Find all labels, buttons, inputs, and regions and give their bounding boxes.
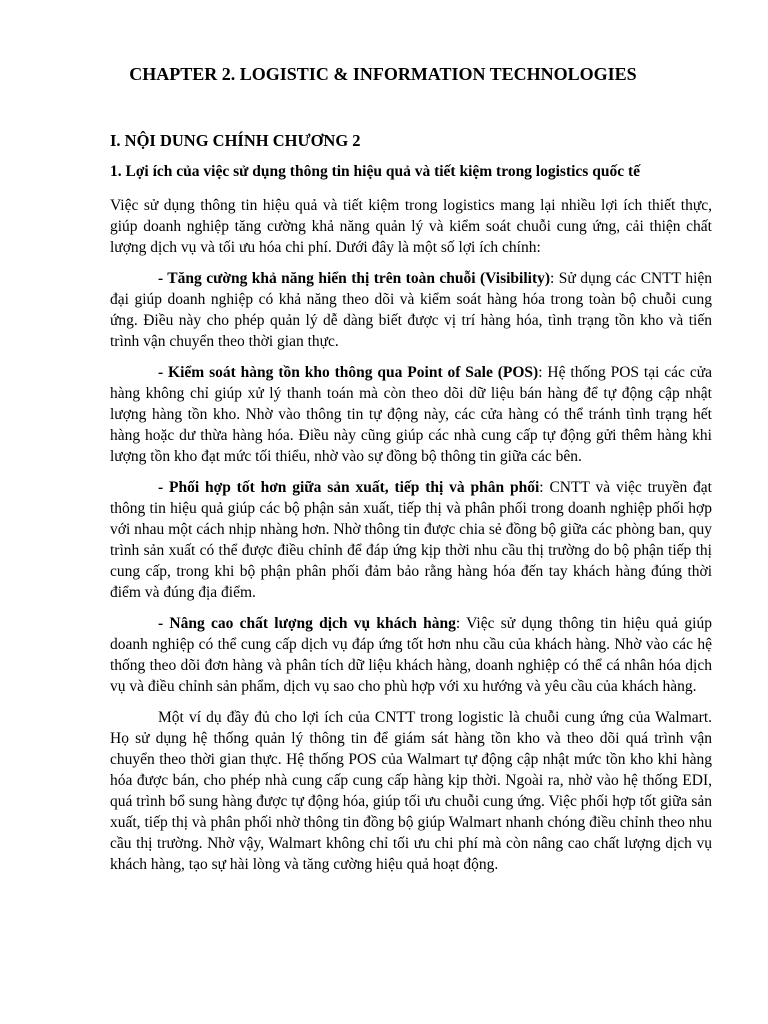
benefit-paragraph-pos	[110, 362, 712, 467]
benefit-lead: - Tăng cường khả năng hiển thị trên toàn chuỗi (Visibility)	[158, 270, 551, 287]
benefit-paragraph-coordination	[110, 477, 712, 603]
benefit-paragraph-service	[110, 613, 712, 697]
benefit-lead: - Nâng cao chất lượng dịch vụ khách hàng	[158, 615, 456, 632]
subsection-heading: 1. Lợi ích của việc sử dụng thông tin hiệu quả và tiết kiệm trong logistics quốc tế	[110, 163, 640, 180]
intro-paragraph: Việc sử dụng thông tin hiệu quả và tiết kiệm trong logistics mang lại nhiều lợi ích thiết thực, giúp doanh nghiệp tăng cường khả năng quản lý và kiểm soát chuỗi cung ứng, cải thiện chất lượng dịch vụ và tối ưu hóa chi phí. Dưới đây là một số lợi ích chính:	[110, 197, 712, 256]
benefit-body: : Việc sử dụng thông tin hiệu quả giúp doanh nghiệp có thể cung cấp dịch vụ đáp ứng tốt hơn nhu cầu của khách hàng. Nhờ vào các hệ thống theo dõi đơn hàng và phân tích dữ liệu khách hàng, doanh nghiệp có thể cá nhân hóa dịch vụ và điều chỉnh sản phẩm, dịch vụ sao cho phù hợp với xu hướng và yêu cầu của khách hàng.	[110, 615, 712, 695]
benefit-paragraph-visibility	[110, 268, 712, 352]
benefit-body: : Hệ thống POS tại các cửa hàng không chỉ giúp xử lý thanh toán mà còn theo dõi dữ liệu bán hàng để tự động cập nhật lượng hàng tồn kho. Nhờ vào thông tin tự động này, các cửa hàng có thể tránh tình trạng hết hàng hoặc dư thừa hàng hóa. Điều này cũng giúp các nhà cung cấp tự động gửi thêm hàng khi lượng tồn kho đạt mức tối thiểu, nhờ vào sự đồng bộ thông tin giữa các bên.	[110, 364, 712, 465]
benefit-body: : CNTT và việc truyền đạt thông tin hiệu quả giúp các bộ phận sản xuất, tiếp thị và phân phối trong doanh nghiệp phối hợp với nhau một cách nhịp nhàng hơn. Nhờ thông tin được chia sẻ đồng bộ giữa các phòng ban, quy trình sản xuất có thể được điều chỉnh để đáp ứng kịp thời nhu cầu thị trường do bộ phận tiếp thị cung cấp, trong khi bộ phận phân phối đảm bảo rằng hàng hóa đến tay khách hàng đúng thời điểm và đúng địa điểm.	[110, 479, 712, 601]
benefit-lead: - Kiểm soát hàng tồn kho thông qua Point of Sale (POS)	[158, 364, 539, 381]
example-paragraph: Một ví dụ đầy đủ cho lợi ích của CNTT trong logistic là chuỗi cung ứng của Walmart. Họ sử dụng hệ thống quản lý thông tin để giám sát hàng tồn kho và theo dõi quá trình vận chuyển theo thời gian thực. Hệ thống POS của Walmart tự động cập nhật mức tồn kho khi hàng hóa được bán, cho phép nhà cung cấp cung cấp hàng kịp thời. Ngoài ra, nhờ vào hệ thống EDI, quá trình bổ sung hàng được tự động hóa, giúp tối ưu chuỗi cung ứng. Việc phối hợp tốt giữa sản xuất, tiếp thị và phân phối nhờ thông tin đồng bộ giúp Walmart nhanh chóng điều chỉnh theo nhu cầu thị trường. Nhờ vậy, Walmart không chỉ tối ưu chi phí mà còn nâng cao chất lượng dịch vụ khách hàng, tạo sự hài lòng và tăng cường hiệu quả hoạt động.	[110, 709, 712, 873]
section-heading: I. NỘI DUNG CHÍNH CHƯƠNG 2	[110, 131, 361, 150]
benefit-lead: - Phối hợp tốt hơn giữa sản xuất, tiếp thị và phân phối	[158, 479, 540, 496]
benefit-body: : Sử dụng các CNTT hiện đại giúp doanh nghiệp có khả năng theo dõi và kiểm soát hàng hóa trong toàn bộ chuỗi cung ứng. Điều này cho phép quản lý dễ dàng biết được vị trí hàng hóa, tình trạng tồn kho và tiến trình vận chuyển theo thời gian thực.	[110, 270, 713, 350]
chapter-title: CHAPTER 2. LOGISTIC & INFORMATION TECHNOLOGIES	[129, 64, 637, 84]
